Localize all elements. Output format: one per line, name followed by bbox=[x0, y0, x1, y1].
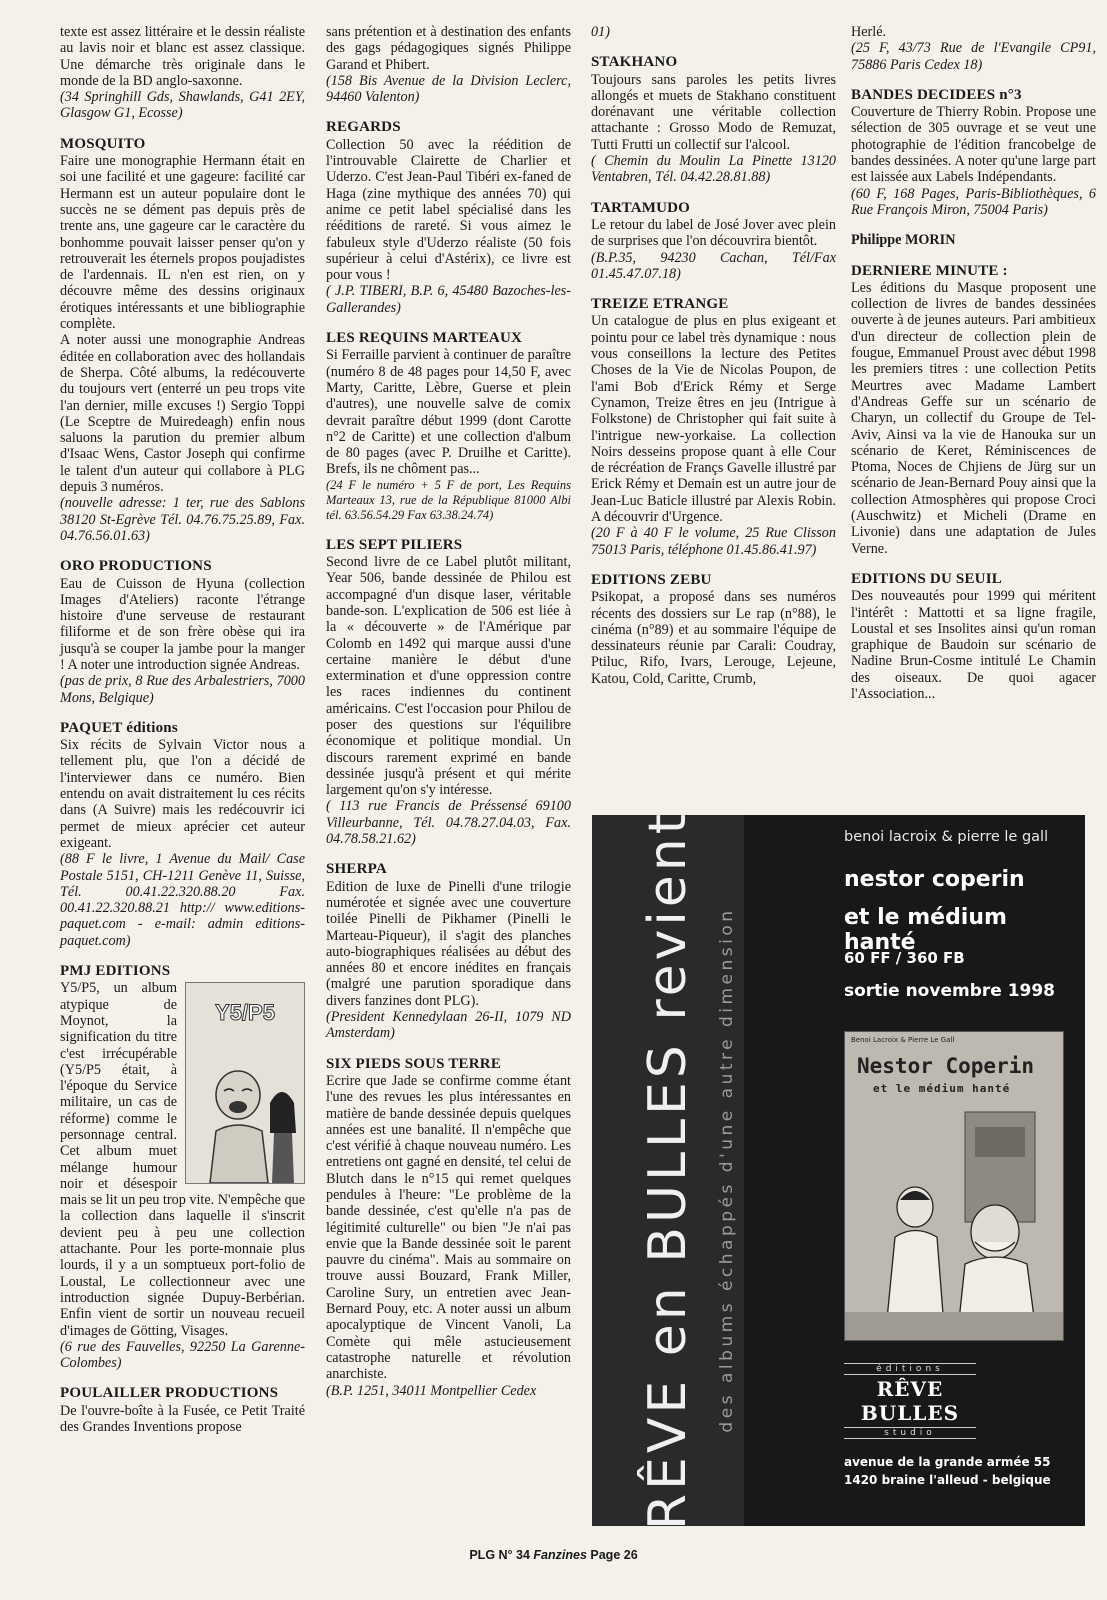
paragraph: Couverture de Thierry Robin. Propose une sélection de 305 ouvrage et se veut une photographie de l'édition francobelge de bandes dessinées. A noter qu'une large part est laissée aux Labels Indépendants. bbox=[851, 104, 1096, 186]
section-title-mosquito: MOSQUITO bbox=[60, 135, 146, 152]
paragraph: Second livre de ce Label plutôt militant, Year 506, bande dessinée de Philou est accompagné d'un disque laser, véritable bande-son. L'explication de 506 est liée à la « découverte » de l'Amérique par Colomb en 1492 qui marque aussi d'une certaine manière le début d'une extermination et d'une oppression contre les races indiennes du continent américains. C'est l'occasion pour Philou de poser des questions sur l'équilibre économique et politique mondial. Un discours rarement exprimé en bande dessinée jusqu'à présent et qui mérite largement qu'on s'y intéresse. bbox=[326, 554, 571, 799]
section-title-stakhano: STAKHANO bbox=[591, 54, 678, 71]
paragraph: Toujours sans paroles les petits livres allongés et muets de Stakhano constituent dorénavant une véritable collection attachante : Grosso Modo de Remuzat, Tutti Frutti un collectif sur l'alcool. bbox=[591, 71, 836, 153]
section-title-seuil: EDITIONS DU SEUIL bbox=[851, 570, 1002, 587]
paragraph: Ecrire que Jade se confirme comme étant l'une des revues les plus intéressantes en matière de bande dessinée depuis quelques années est une banalité. Il n'empêche que c'est vérifié à chaque nouveau numéro. Les entretiens ont gagné en densité, tel celui de Blutch dans le n°15 qui remet quelques pendules à l'heure: "Le problème de la bande dessinée, c'est qu'elle n'a pas de légitimité culturelle" ou bien "Je n'ai pas envie que la Bande dessinée soit le parent pauvre du cinéma". Mais au sommaire on trouve aussi Bouzard, Frank Miller, Caroline Sury, un entretien avec Jean-Bernard Pouy, etc. A noter aussi un album apocalyptique de Vincent Vanoli, La Comète qui mêle astucieusement catastrophe naturelle et révolution anarchiste. bbox=[326, 1072, 571, 1383]
ad-price: 60 FF / 360 FB bbox=[844, 949, 965, 967]
paragraph: Edition de luxe de Pinelli d'une trilogie numérotée et signée avec une couverture toilée Pinelli de Pikhamer (Pinelli le Marteau-Piqueur), il s'agit des planches auto-biographiques réalisées au début des années 80 et encore inédites en français (malgré une parution sporadique dans divers fanzines dont PLG). bbox=[326, 878, 571, 1009]
ad-address-line1: avenue de la grande armée 55 bbox=[844, 1455, 1051, 1469]
section-title-oro: ORO PRODUCTIONS bbox=[60, 558, 212, 575]
paragraph: Y5/P5, un album atypique de Moynot, la signification du titre c'est irrécupérable (Y5/P5 était, à l'époque du Service militaire, un cas de réforme) comme le personnage central. Cet album muet mélange humour noir et désespoir mais se lit un peu trop vite. N'empêche que la collection dans laquelle il s'inscrit devient peu à peu une collection attachante. Pour les porte-monnaie plus lourds, il y a un somptueux port-folio de Loustal, Le collectionneur avec une introduction signée Dupuy-Berbérian. Enfin vient de sortir un nouveau recueil d'images de Götting, Visages. bbox=[60, 980, 305, 1339]
paragraph: Collection 50 avec la réédition de l'introuvable Clairette de Charlier et Uderzo. C'est Jean-Paul Tibéri ex-faned de Haga (zine mythique des années 70) qui anime ce petit label spécialisé dans les rééditions de rareté. Si vous aimez le fabuleux style d'Uderzo réaliste (50 fois supérieur à celui d'Astérix), ce livre est pour vous ! bbox=[326, 136, 571, 284]
column-2 bbox=[326, 24, 571, 1399]
book-cover-image bbox=[844, 1031, 1064, 1341]
book-cover-illustration bbox=[845, 1032, 1063, 1340]
section-title-derniere: DERNIERE MINUTE : bbox=[851, 262, 1008, 279]
section-title-poulailler: POULAILLER PRODUCTIONS bbox=[60, 1385, 279, 1402]
address: (24 F le numéro + 5 F de port, Les Requins Marteaux 13, rue de la République 81000 Albi tél. 63.56.54.29 Fax 63.38.24.74) bbox=[326, 477, 571, 522]
column-4 bbox=[851, 24, 1096, 702]
column-3 bbox=[591, 24, 836, 687]
album-cover-image bbox=[185, 982, 305, 1184]
footer-section: Fanzines bbox=[533, 1548, 587, 1562]
section-title-sixpieds: SIX PIEDS SOUS TERRE bbox=[326, 1055, 502, 1072]
paragraph: Faire une monographie Hermann était en soi une facilité et une gageure: facilité car Hermann est un auteur populaire dont le succès ne se dément pas depuis près de trente ans, une gageure car le caractère du bonhomme pouvait laisser penser qu'on y retrouverait les éternels propos poujadistes de l'ardennais. IL n'en est rien, on y découvre même des dessins originaux érotiques intéressants et une bibliographie complète. bbox=[60, 153, 305, 333]
address: (President Kennedylaan 26-II, 1079 ND Amsterdam) bbox=[326, 1009, 571, 1042]
paragraph: Les éditions du Masque proposent une collection de livres de bandes dessinées ouverte à de jeunes auteurs. Pari ambitieux d'un directeur de collection plein de fougue, Emmanuel Proust avec début 1998 les premiers titres : une collection Petits Meurtres avec Madame Lambert d'Andreas Geffe sur un scénario de Charyn, un collectif du Groupe de Tel-Aviv, Ainsi va la vie de Hanouka sur un scénario de Keret, Réminiscences de Ptoma, Noces de Chjiens de Jürg sur un scénario de Jean-Bernard Pouy ainsi que la collection Atmosphères qui propose Croci (Auschwitz) et Micheli (Drame en Livonie) dans une adaptation de Jules Verne. bbox=[851, 279, 1096, 557]
address: ( Chemin du Moulin La Pinette 13120 Ventabren, Tél. 04.42.28.81.88) bbox=[591, 153, 836, 186]
address: (25 F, 43/73 Rue de l'Evangile CP91, 75886 Paris Cedex 18) bbox=[851, 40, 1096, 73]
cover-title: Nestor Coperin bbox=[857, 1054, 1035, 1078]
address: (20 F à 40 F le volume, 25 Rue Clisson 75013 Paris, téléphone 01.45.86.41.97) bbox=[591, 525, 836, 558]
footer-magazine: PLG N° 34 bbox=[469, 1548, 530, 1562]
logo-top-text: éditions bbox=[844, 1363, 976, 1375]
paragraph: Si Ferraille parvient à continuer de paraître (numéro 8 de 48 pages pour 14,50 F, avec Marty, Caritte, Lèbre, Guerse et plein d'autres), une nouvelle salve de comix devrait paraître début 1999 (dont Carotte n°2 de Caritte) et une collection d'album de 80 pages (avec P. Druilhe et Caritte). Brefs, ils ne chôment pas... bbox=[326, 347, 571, 478]
section-title-regards: REGARDS bbox=[326, 119, 401, 136]
author-signature: Philippe MORIN bbox=[851, 232, 956, 249]
ad-vertical-headline: RÊVE en BULLES revient bbox=[638, 809, 698, 1531]
page-footer bbox=[0, 1548, 1107, 1562]
address: (6 rue des Fauvelles, 92250 La Garenne-Colombes) bbox=[60, 1338, 305, 1372]
paragraph: Herlé. bbox=[851, 24, 887, 40]
advertisement bbox=[592, 809, 1085, 1531]
ad-title-line2: et le médium hanté bbox=[844, 905, 1007, 955]
address: (60 F, 168 Pages, Paris-Bibliothèques, 6 Rue François Miron, 75004 Paris) bbox=[851, 185, 1096, 218]
paragraph: texte est assez littéraire et le dessin réaliste au lavis noir et blanc est assez classique. Une démarche très originale dans le monde de la BD anglo-saxonne. bbox=[60, 24, 305, 89]
footer-page-number: Page 26 bbox=[590, 1548, 638, 1562]
paragraph: sans prétention et à destination des enfants des gags pédagogiques signés Philippe Garand et Phibert. bbox=[326, 24, 571, 73]
paragraph: A noter aussi une monographie Andreas éditée en collaboration avec des hollandais de Sherpa. Côté albums, la redécouverte du toujours vert (enterré un peu trops vite l'an dernier, mille excuses !) Sergio Toppi (Le Sceptre de Muiredeagh) enfin nous saluons la parution du premier album d'Isaac Wens, Castor Joseph qui confirme le talent d'un auteur qui collabore à PLG depuis 3 numéros. bbox=[60, 332, 305, 496]
paragraph: Le retour du label de José Jover avec plein de surprises que l'on découvrira bientôt. bbox=[591, 216, 836, 250]
album-cover-title: Y5/P5 bbox=[215, 1000, 275, 1026]
address: (pas de prix, 8 Rue des Arbalestriers, 7000 Mons, Belgique) bbox=[60, 673, 305, 706]
address: (nouvelle adresse: 1 ter, rue des Sablons 38120 St-Egrève Tél. 04.76.75.25.89, Fax. 04.76.56.01.63) bbox=[60, 495, 305, 544]
section-title-treize: TREIZE ETRANGE bbox=[591, 296, 729, 313]
paragraph: Psikopat, a proposé dans ses numéros récents des dossiers sur Le rap (n°88), le cinéma (n°89) et au sommaire l'équipe de dessinateurs réunie par Carali: Coudray, Ptiluc, Rifo, Ivars, Lerouge, Lejeune, Katou, Cold, Caritte, Crumb, bbox=[591, 589, 836, 687]
address: ( 113 rue Francis de Préssensé 69100 Villeurbanne, Tél. 04.78.27.04.03, Fax. 04.78.58.21.62) bbox=[326, 798, 571, 848]
paragraph: Un catalogue de plus en plus exigeant et pointu pour ce label très dynamique : nous vous conseillons la lecture des Petites Choses de la Vie de Nicolas Poupon, de l'ami Bob d'Erick Rémy et Serge Cynamon, Treize êtres en jeu (Intrigue à Folkstone) de Christopher qui fait suite à l'intrigue new-yorkaise. La collection Noirs desseins propose quant à elle Cour de récréation de Françs Gavelle illustré par Erick Rémy et Demain est un autre jour de Jean-Luc Baticle illustré par Alexis Robin. A découvrir d'Urgence. bbox=[591, 313, 836, 526]
paragraph: De l'ouvre-boîte à la Fusée, ce Petit Traité des Grandes Inventions propose bbox=[60, 1402, 305, 1436]
ad-title-line1: nestor coperin bbox=[844, 867, 1025, 892]
section-title-requins: LES REQUINS MARTEAUX bbox=[326, 330, 523, 347]
section-title-paquet: PAQUET éditions bbox=[60, 719, 178, 736]
ad-vertical-tagline: des albums échappés d'une autre dimension bbox=[717, 907, 737, 1433]
ad-side-band bbox=[592, 809, 744, 1531]
address: (34 Springhill Gds, Shawlands, G41 2EY, Glasgow G1, Ecosse) bbox=[60, 89, 305, 122]
logo-bottom-text: studio bbox=[844, 1427, 976, 1439]
section-title-tartamudo: TARTAMUDO bbox=[591, 199, 691, 216]
paragraph: Des nouveautés pour 1999 qui méritent l'intérêt : Mattotti et sa ligne fragile, Loustal et ses Insolites ainsi qu'un roman graphique de Baudoin sur scénario de Nadine Brun-Cosme intitulé Le Chamin des oiseaux. De quoi agacer l'Association... bbox=[851, 588, 1096, 702]
address: (B.P. 1251, 34011 Montpellier Cedex bbox=[326, 1382, 537, 1399]
section-title-sherpa: SHERPA bbox=[326, 861, 387, 878]
section-title-pmj: PMJ EDITIONS bbox=[60, 963, 171, 980]
section-title-zebu: EDITIONS ZEBU bbox=[591, 571, 712, 588]
column-1 bbox=[60, 24, 305, 1435]
address: 01) bbox=[591, 24, 610, 40]
address: (B.P.35, 94230 Cachan, Tél/Fax 01.45.47.07.18) bbox=[591, 249, 836, 282]
section-title-piliers: LES SEPT PILIERS bbox=[326, 536, 463, 553]
cover-authors: Benoi Lacroix & Pierre Le Gall bbox=[851, 1036, 955, 1044]
address: (88 F le livre, 1 Avenue du Mail/ Case Postale 5151, CH-1211 Genève 11, Suisse, Tél. 00.41.22.320.88.20 Fax. 00.41.22.320.88.21 http:// www.editions-paquet.com - e-mail: admin editions-paquet.com) bbox=[60, 851, 305, 949]
logo-main-text: RÊVE BULLES bbox=[860, 1377, 960, 1425]
paragraph: Eau de Cuisson de Hyuna (collection Images d'Ateliers) raconte l'étrange histoire d'une serveuse de restaurant filiforme et de son frère obèse qui ira jusqu'à se couper la jambe pour la manger ! A noter une introduction signée Andreas. bbox=[60, 575, 305, 673]
paragraph: Six récits de Sylvain Victor nous a tellement plu, que l'on a décidé de l'interviewer dans ce numéro. Bien entendu on avait distraitement lu ces récits dans (A Suivre) mais les redécouvrir ici permet de mieux aprécier cet auteur exigeant. bbox=[60, 737, 305, 851]
section-title-bandes: BANDES DECIDEES n°3 bbox=[851, 86, 1022, 103]
address: (158 Bis Avenue de la Division Leclerc, 94460 Valenton) bbox=[326, 72, 571, 106]
ad-address-line2: 1420 braine l'alleud - belgique bbox=[844, 1473, 1051, 1487]
address: ( J.P. TIBERI, B.P. 6, 45480 Bazoches-les-Gallerandes) bbox=[326, 283, 571, 316]
publisher-logo bbox=[844, 1363, 976, 1438]
cover-subtitle: et le médium hanté bbox=[873, 1082, 1011, 1095]
ad-authors: benoi lacroix & pierre le gall bbox=[844, 829, 1049, 845]
ad-release-date: sortie novembre 1998 bbox=[844, 981, 1056, 1001]
